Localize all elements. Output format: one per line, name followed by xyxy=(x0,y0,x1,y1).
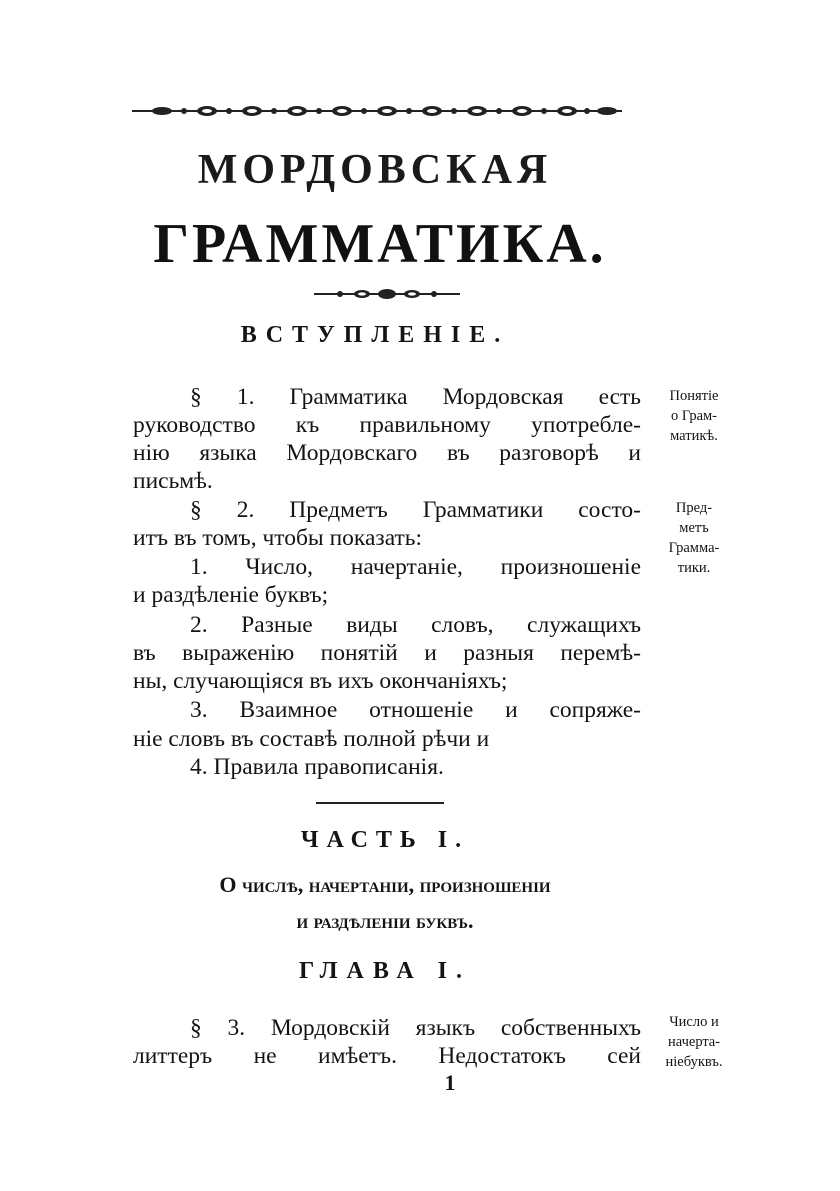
title-ornament xyxy=(314,286,460,302)
page-number: 1 xyxy=(444,1070,456,1095)
introduction-heading: ВСТУПЛЕНІЕ. xyxy=(240,322,510,348)
text-line: руководство къ правильному употребле- xyxy=(133,412,641,438)
part-heading: ЧАСТЬ I. xyxy=(300,827,470,853)
chapter-heading: ГЛАВА I. xyxy=(298,958,472,984)
text-line: 1. Число, начертаніе, произношеніе xyxy=(190,554,641,580)
margin-note-line: Грамма- xyxy=(668,540,720,556)
margin-note-line: Понятіе xyxy=(669,388,719,404)
text-line: и раздѣленіе буквъ; xyxy=(133,582,329,608)
part-subtitle-line-2: и раздѣленіи буквъ. xyxy=(296,908,474,933)
text-line: въ выраженію понятій и разныя перемѣ- xyxy=(133,640,641,666)
section-divider xyxy=(316,802,444,804)
text-line: ніе словъ въ составѣ полной рѣчи и xyxy=(133,726,490,752)
part-subtitle-line-1: О числѣ, начертаніи, произношеніи xyxy=(219,872,551,897)
text-line: 4. Правила правописанія. xyxy=(190,754,444,780)
top-ornament-rule xyxy=(132,102,622,120)
title-line-2: ГРАММАТИКА. xyxy=(153,213,607,275)
text-line: 3. Взаимное отношеніе и сопряже- xyxy=(190,697,641,723)
margin-note-grammar-concept xyxy=(648,386,740,446)
text-line: ны, случающіяся въ ихъ окончаніяхъ; xyxy=(133,668,508,694)
text-line: письмѣ. xyxy=(133,468,213,494)
margin-note-line: о Грам- xyxy=(670,408,718,424)
text-line: § 3. Мордовскій языкъ собственныхъ xyxy=(190,1015,641,1041)
margin-note-line: ніебуквъ. xyxy=(665,1054,723,1070)
margin-note-line: начертa- xyxy=(667,1034,720,1050)
text-line: § 1. Грамматика Мордовская есть xyxy=(190,384,641,410)
margin-note-grammar-subject xyxy=(648,498,740,578)
margin-note-line: метъ xyxy=(679,520,709,536)
text-line: итъ въ томъ, чтобы показать: xyxy=(133,525,423,551)
margin-note-line: матикѣ. xyxy=(670,428,718,444)
margin-note-line: Число и xyxy=(669,1014,719,1030)
text-line: литтеръ не имѣетъ. Недостатокъ сей xyxy=(133,1043,641,1069)
margin-note-letters xyxy=(648,1012,740,1072)
text-line: 2. Разные виды словъ, служащихъ xyxy=(190,612,641,638)
margin-note-line: тики. xyxy=(677,560,711,576)
margin-note-line: Пред- xyxy=(675,500,713,516)
text-line: § 2. Предметъ Грамматики состо- xyxy=(190,497,641,523)
text-line: нію языка Мордовскаго въ разговорѣ и xyxy=(133,440,641,466)
title-line-1: МОРДОВСКАЯ xyxy=(197,147,553,193)
